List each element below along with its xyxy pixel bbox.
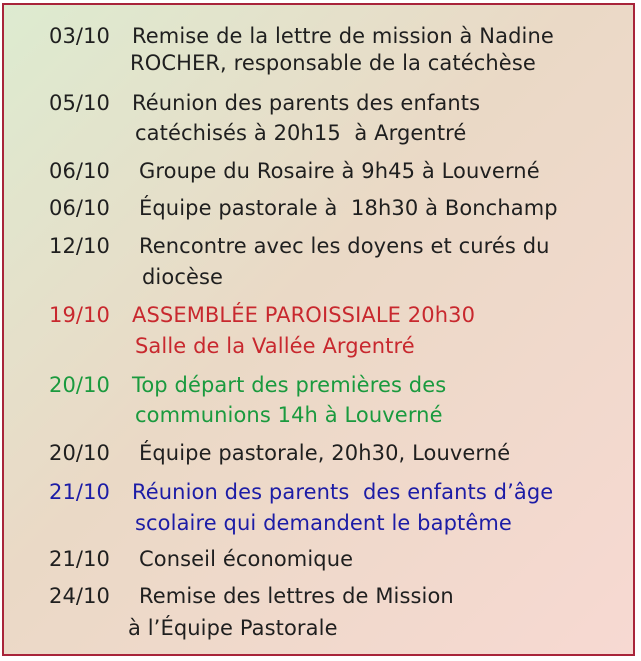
event-date: 20/10 bbox=[49, 373, 111, 397]
event-date: 06/10 bbox=[49, 196, 111, 220]
event-date: 24/10 bbox=[49, 584, 111, 608]
event-date: 06/10 bbox=[49, 159, 111, 183]
event-text: Équipe pastorale à 18h30 à Bonchamp bbox=[139, 196, 558, 220]
event-text: Équipe pastorale, 20h30, Louverné bbox=[139, 441, 511, 465]
event-text-continued: ROCHER, responsable de la catéchèse bbox=[130, 51, 536, 75]
events-panel bbox=[2, 3, 635, 656]
event-text: Réunion des parents des enfants d’âge bbox=[132, 480, 554, 504]
event-text: Groupe du Rosaire à 9h45 à Louverné bbox=[139, 159, 540, 183]
event-text-continued: à l’Équipe Pastorale bbox=[128, 616, 338, 640]
event-date: 03/10 bbox=[49, 24, 111, 48]
event-text-continued: scolaire qui demandent le baptême bbox=[135, 511, 512, 535]
event-date: 21/10 bbox=[49, 480, 111, 504]
event-text-continued: catéchisés à 20h15 à Argentré bbox=[135, 121, 467, 145]
event-date: 19/10 bbox=[49, 303, 111, 327]
event-date: 05/10 bbox=[49, 91, 111, 115]
event-text: Remise des lettres de Mission bbox=[139, 584, 454, 608]
event-text-continued: diocèse bbox=[142, 265, 224, 289]
event-date: 20/10 bbox=[49, 441, 111, 465]
event-date: 12/10 bbox=[49, 234, 111, 258]
event-text: Top départ des premières des bbox=[132, 373, 447, 397]
event-text: Conseil économique bbox=[139, 547, 354, 571]
event-text-continued: communions 14h à Louverné bbox=[135, 403, 443, 427]
event-date: 21/10 bbox=[49, 547, 111, 571]
event-text-continued: Salle de la Vallée Argentré bbox=[135, 334, 415, 358]
event-text: Remise de la lettre de mission à Nadine bbox=[132, 24, 554, 48]
event-text: Réunion des parents des enfants bbox=[132, 91, 481, 115]
event-text: ASSEMBLÉE PAROISSIALE 20h30 bbox=[132, 303, 476, 327]
event-text: Rencontre avec les doyens et curés du bbox=[139, 234, 550, 258]
